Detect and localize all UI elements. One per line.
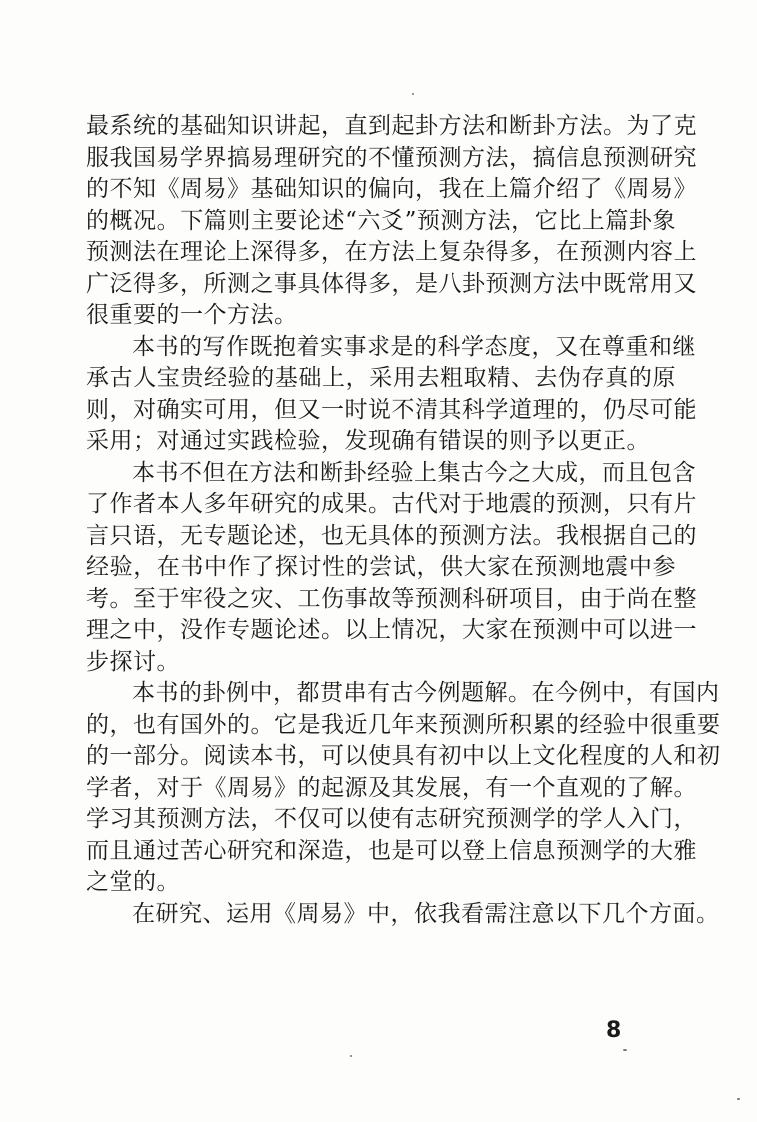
text-line: 的，也有国外的。它是我近几年来预测所积累的经验中很重要 bbox=[86, 711, 721, 738]
paragraph-first-line: 本书不但在方法和断卦经验上集古今之大成，而且包含 bbox=[132, 459, 696, 486]
scan-speck bbox=[737, 1098, 740, 1100]
text-line: 承古人宝贵经验的基础上，采用去粗取精、去伪存真的原 bbox=[86, 365, 676, 391]
text-line: 言只语，无专题论述，也无具体的预测方法。我根据自己的 bbox=[86, 522, 697, 549]
paragraph-first-line: 本书的写作既抱着实事求是的科学态度，又在尊重和继 bbox=[132, 333, 696, 360]
scan-speck bbox=[350, 1055, 352, 1057]
text-line: 而且通过苦心研究和深造，也是可以登上信息预测学的大雅 bbox=[86, 837, 697, 864]
text-line: 的一部分。阅读本书，可以使具有初中以上文化程度的人和初 bbox=[86, 743, 721, 769]
text-line: 考。至于牢役之灾、工伤事故等预测科研项目，由于尚在整 bbox=[86, 585, 697, 612]
paragraph-first-line: 本书的卦例中，都贯串有古今例题解。在今例中，有国内 bbox=[132, 680, 720, 706]
text-line: 理之中，没作专题论述。以上情况，大家在预测中可以进一 bbox=[86, 617, 697, 643]
scan-speck bbox=[412, 93, 414, 95]
text-line: 学者，对于《周易》的起源及其发展，有一个直观的了解。 bbox=[86, 774, 697, 801]
text-line: 最系统的基础知识讲起，直到起卦方法和断卦方法。为了克 bbox=[86, 113, 697, 139]
text-line: 预测法在理论上深得多，在方法上复杂得多，在预测内容上 bbox=[86, 239, 697, 265]
text-line: 之堂的。 bbox=[86, 869, 180, 895]
text-line: 的概况。下篇则主要论述“六爻”预测方法，它比上篇卦象 bbox=[86, 207, 676, 234]
text-line: 服我国易学界搞易理研究的不懂预测方法，搞信息预测研究 bbox=[86, 144, 697, 171]
text-line: 广泛得多，所测之事具体得多，是八卦预测方法中既常用又 bbox=[86, 270, 697, 297]
text-line: 步探讨。 bbox=[86, 648, 180, 675]
text-line: 经验，在书中作了探讨性的尝试，供大家在预测地震中参 bbox=[86, 554, 676, 580]
body-text bbox=[86, 111, 721, 930]
text-line: 则，对确实可用，但又一时说不清其科学道理的，仍尽可能 bbox=[86, 396, 697, 423]
text-line: 采用；对通过实践检验，发现确有错误的则予以更正。 bbox=[86, 428, 650, 454]
text-line: 很重要的一个方法。 bbox=[86, 302, 298, 328]
text-line: 的不知《周易》基础知识的偏向，我在上篇介绍了《周易》 bbox=[86, 176, 697, 202]
paragraph-first-line: 在研究、运用《周易》中，依我看需注意以下几个方面。 bbox=[132, 900, 720, 927]
scan-speck bbox=[623, 1049, 627, 1051]
text-line: 学习其预测方法，不仅可以使有志研究预测学的学人入门， bbox=[86, 806, 697, 832]
page-number: 8 bbox=[606, 1018, 622, 1043]
text-line: 了作者本人多年研究的成果。古代对于地震的预测，只有片 bbox=[86, 491, 697, 517]
